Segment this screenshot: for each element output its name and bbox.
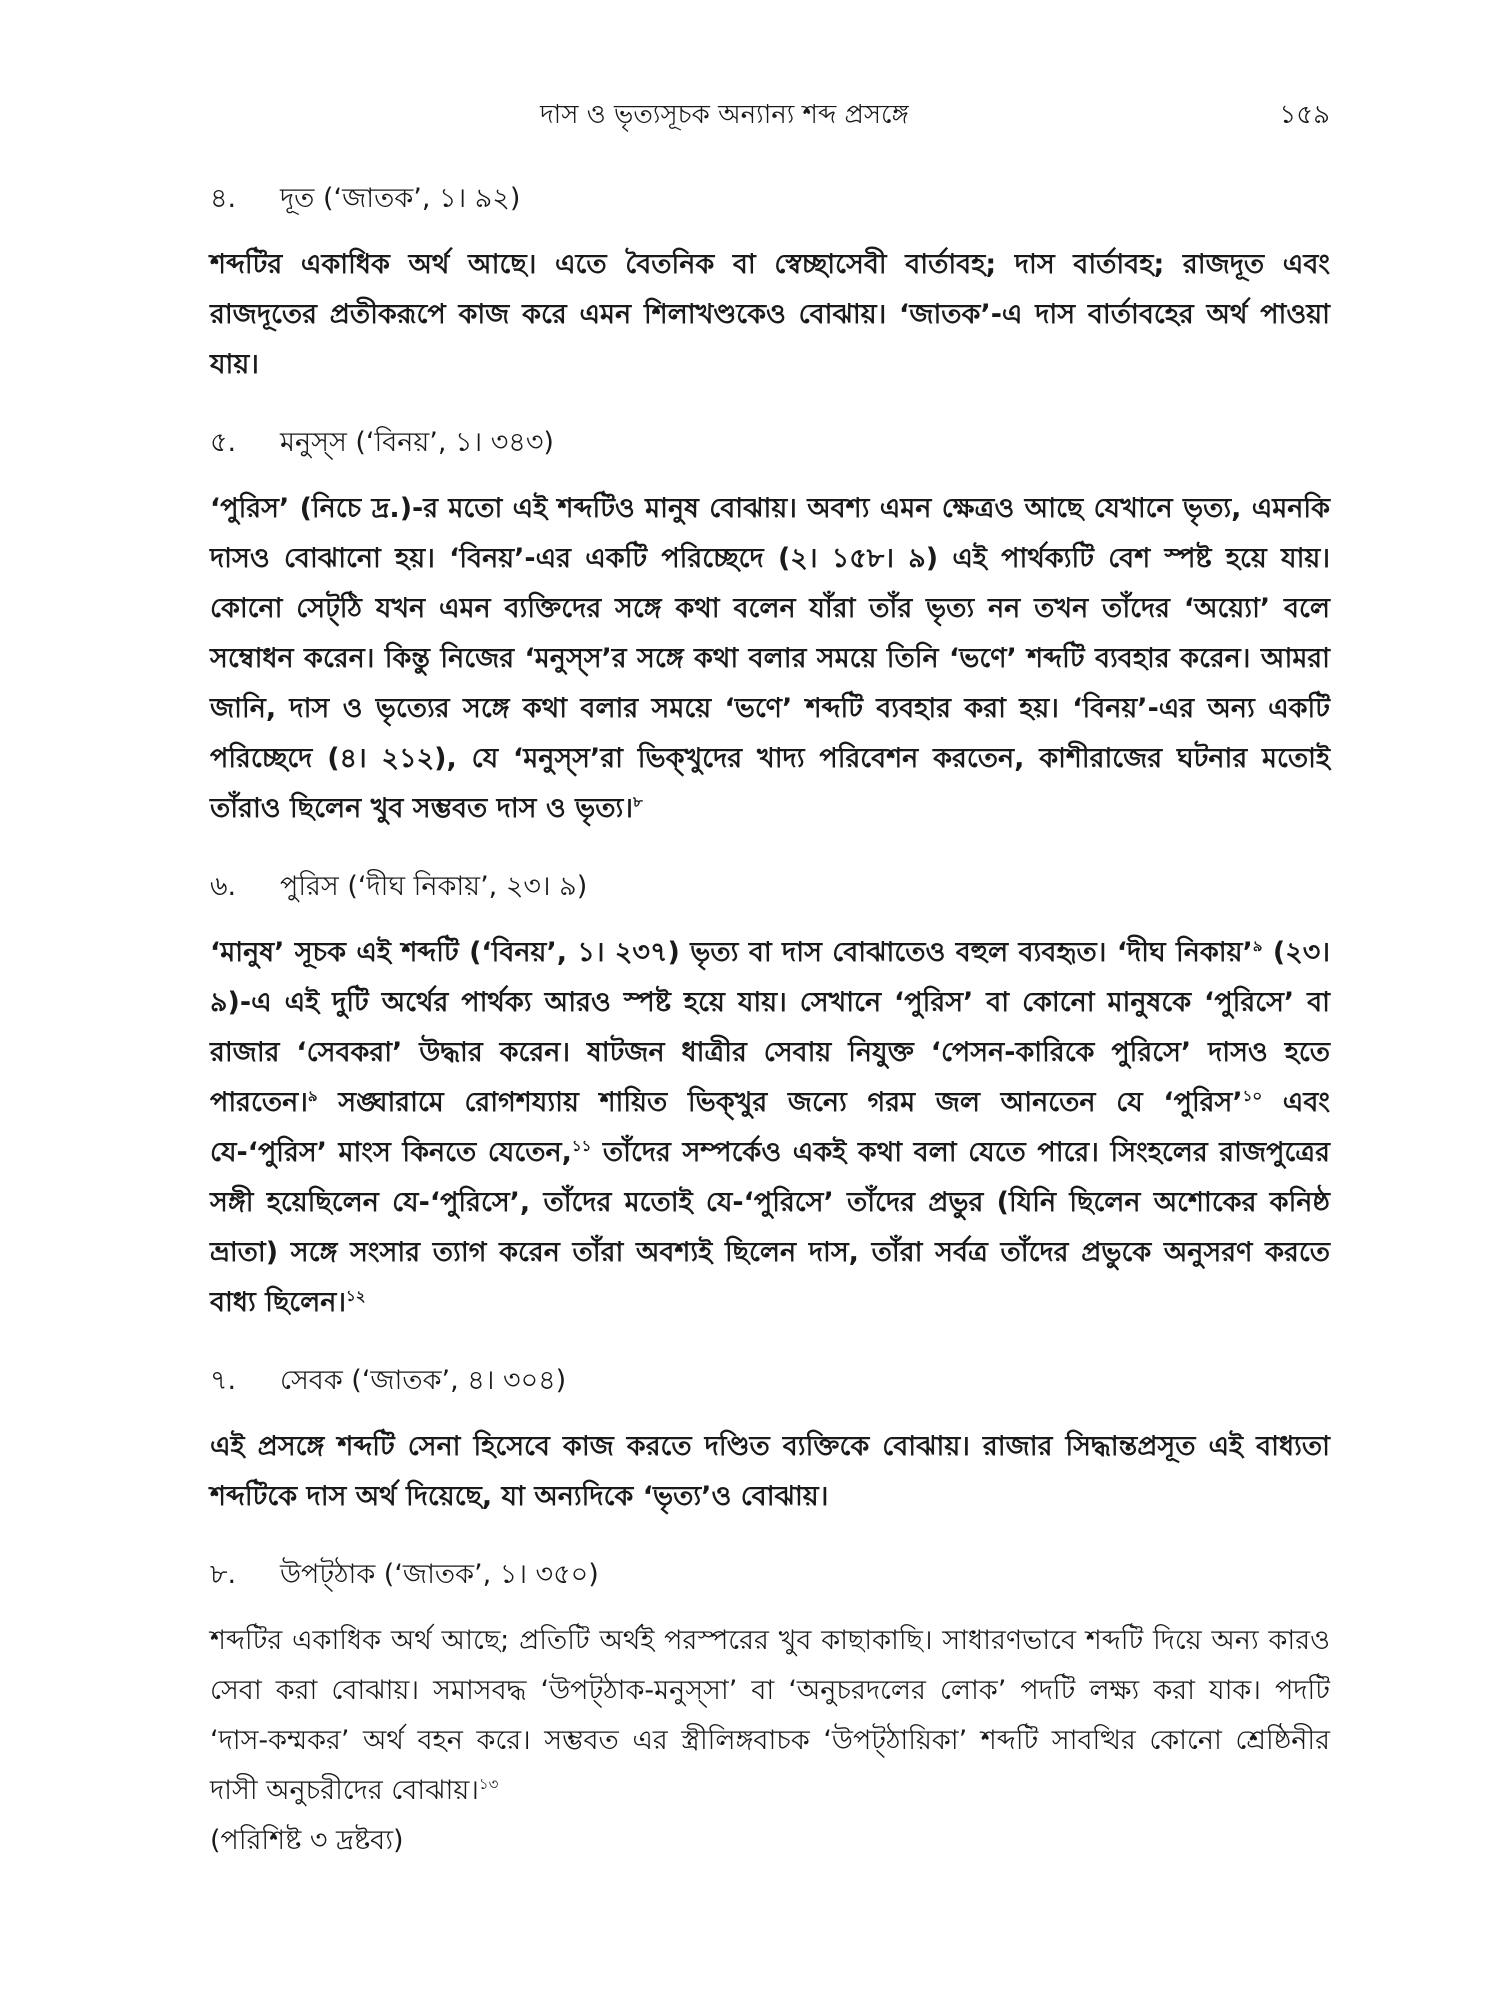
entry-title: উপট্‌ঠাক (‘জাতক’, ১। ৩৫০) [280, 1559, 599, 1590]
paragraph-text: শব্দটির একাধিক অর্থ আছে; প্রতিটি অর্থই পরস্পরের খুব কাছাকাছি। সাধারণভাবে শব্দটি দিয়ে অন্য কারও সেবা করা বোঝায়। সমাসবদ্ধ ‘উপট্‌ঠাক-মনুস্‌সা’ বা ‘অনুচরদলের লোক’ পদটি লক্ষ্য করা যাক। পদটি ‘দাস-কম্মকর’ অর্থ বহন করে। সম্ভবত এর স্ত্রীলিঙ্গবাচক ‘উপট্‌ঠায়িকা’ শব্দটি সাবত্থির কোনো শ্রেষ্ঠিনীর দাসী অনুচরীদের বোঝায়। [210, 1625, 1330, 1806]
entry-paragraph [210, 1616, 1330, 1866]
paragraph-text: এবং যে-‘পুরিস’ মাংস কিনতে যেতেন, [210, 1087, 1330, 1168]
entry-paragraph [210, 240, 1330, 390]
entry-paragraph [210, 484, 1330, 834]
paragraph-text: এই প্রসঙ্গে শব্দটি সেনা হিসেবে কাজ করতে দণ্ডিত ব্যক্তিকে বোঝায়। রাজার সিদ্ধান্তপ্রসূত এই বাধ্যতা শব্দটিকে দাস অর্থ দিয়েছে, যা অন্যদিকে ‘ভৃত্য’ও বোঝায়। [210, 1431, 1330, 1512]
footnote-marker: ১০ [1242, 1087, 1263, 1105]
footnote-marker: ১২ [346, 1287, 366, 1305]
entry-title: মনুস্‌স (‘বিনয়’, ১। ৩৪৩) [280, 427, 554, 458]
paragraph-text: সঙ্ঘারামে রোগশয্যায় শায়িত ভিক্‌খুর জন্যে গরম জল আনতেন যে ‘পুরিস’ [317, 1087, 1243, 1118]
entry-number: ৬. [210, 871, 237, 902]
entry-heading [210, 1556, 1330, 1594]
footnote-marker: ৯ [1252, 937, 1263, 955]
page-number: ১৫৯ [1279, 100, 1330, 130]
cross-reference: (পরিশিষ্ট ৩ দ্রষ্টব্য) [210, 1825, 404, 1856]
running-title: দাস ও ভৃত্যসূচক অন্যান্য শব্দ প্রসঙ্গে [540, 100, 909, 130]
entry-title: দূত (‘জাতক’, ১। ৯২) [280, 183, 521, 214]
entry-number: ৫. [210, 427, 237, 458]
entry-number: ৭. [210, 1365, 237, 1396]
entry-title: সেবক (‘জাতক’, ৪। ৩০৪) [280, 1365, 567, 1396]
page-content [210, 180, 1330, 1866]
entry-paragraph [210, 1422, 1330, 1522]
entry-heading [210, 180, 1330, 218]
paragraph-text: শব্দটির একাধিক অর্থ আছে। এতে বৈতনিক বা স্বেচ্ছাসেবী বার্তাবহ; দাস বার্তাবহ; রাজদূত এবং রাজদূতের প্রতীকরূপে কাজ করে এমন শিলাখণ্ডকেও বোঝায়। ‘জাতক’-এ দাস বার্তাবহের অর্থ পাওয়া যায়। [210, 249, 1330, 380]
footnote-marker: ১১ [571, 1137, 592, 1155]
entry-heading [210, 424, 1330, 462]
footnote-marker: ৮ [633, 793, 643, 811]
footnote-marker: ১৩ [478, 1775, 499, 1793]
entry-number: ৪. [210, 183, 237, 214]
book-page [210, 0, 1330, 2000]
entry-number: ৮. [210, 1559, 237, 1590]
entry-heading [210, 868, 1330, 906]
entry-title: পুরিস (‘দীঘ নিকায়’, ২৩। ৯) [280, 871, 588, 902]
page-header [210, 95, 1330, 135]
entry-paragraph [210, 928, 1330, 1328]
paragraph-text: তাঁদের সম্পর্কেও একই কথা বলা যেতে পারে। সিংহলের রাজপুত্রের সঙ্গী হয়েছিলেন যে-‘পুরিসে’, তাঁদের মতোই যে-‘পুরিসে’ তাঁদের প্রভুর (যিনি ছিলেন অশোকের কনিষ্ঠ ভ্রাতা) সঙ্গে সংসার ত্যাগ করেন তাঁরা অবশ্যই ছিলেন দাস, তাঁরা সর্বত্র তাঁদের প্রভুকে অনুসরণ করতে বাধ্য ছিলেন। [210, 1137, 1330, 1318]
footnote-marker: ৯ [307, 1087, 318, 1105]
paragraph-text: ‘মানুষ’ সূচক এই শব্দটি (‘বিনয়’, ১। ২৩৭) ভৃত্য বা দাস বোঝাতেও বহুল ব্যবহৃত। ‘দীঘ নিকায়’ [210, 937, 1253, 968]
paragraph-text: (২৩। ৯)-এ এই দুটি অর্থের পার্থক্য আরও স্পষ্ট হয়ে যায়। সেখানে ‘পুরিস’ বা কোনো মানুষকে ‘পুরিসে’ বা রাজার ‘সেবকরা’ উদ্ধার করেন। ষাটজন ধাত্রীর সেবায় নিযুক্ত ‘পেসন-কারিকে পুরিসে’ দাসও হতে পারতেন। [210, 937, 1330, 1118]
paragraph-text: ‘পুরিস’ (নিচে দ্র.)-র মতো এই শব্দটিও মানুষ বোঝায়। অবশ্য এমন ক্ষেত্রও আছে যেখানে ভৃত্য, এমনকি দাসও বোঝানো হয়। ‘বিনয়’-এর একটি পরিচ্ছেদে (২। ১৫৮। ৯) এই পার্থক্যটি বেশ স্পষ্ট হয়ে যায়। কোনো সেট্‌ঠি যখন এমন ব্যক্তিদের সঙ্গে কথা বলেন যাঁরা তাঁর ভৃত্য নন তখন তাঁদের ‘অয়্যো’ বলে সম্বোধন করেন। কিন্তু নিজের ‘মনুস্‌স’র সঙ্গে কথা বলার সময়ে তিনি ‘ভণে’ শব্দটি ব্যবহার করেন। আমরা জানি, দাস ও ভৃত্যের সঙ্গে কথা বলার সময়ে ‘ভণে’ শব্দটি ব্যবহার করা হয়। ‘বিনয়’-এর অন্য একটি পরিচ্ছেদে (৪। ২১২), যে ‘মনুস্‌স’রা ভিক্‌খুদের খাদ্য পরিবেশন করতেন, কাশীরাজের ঘটনার মতোই তাঁরাও ছিলেন খুব সম্ভবত দাস ও ভৃত্য। [210, 493, 1330, 824]
entry-heading [210, 1362, 1330, 1400]
